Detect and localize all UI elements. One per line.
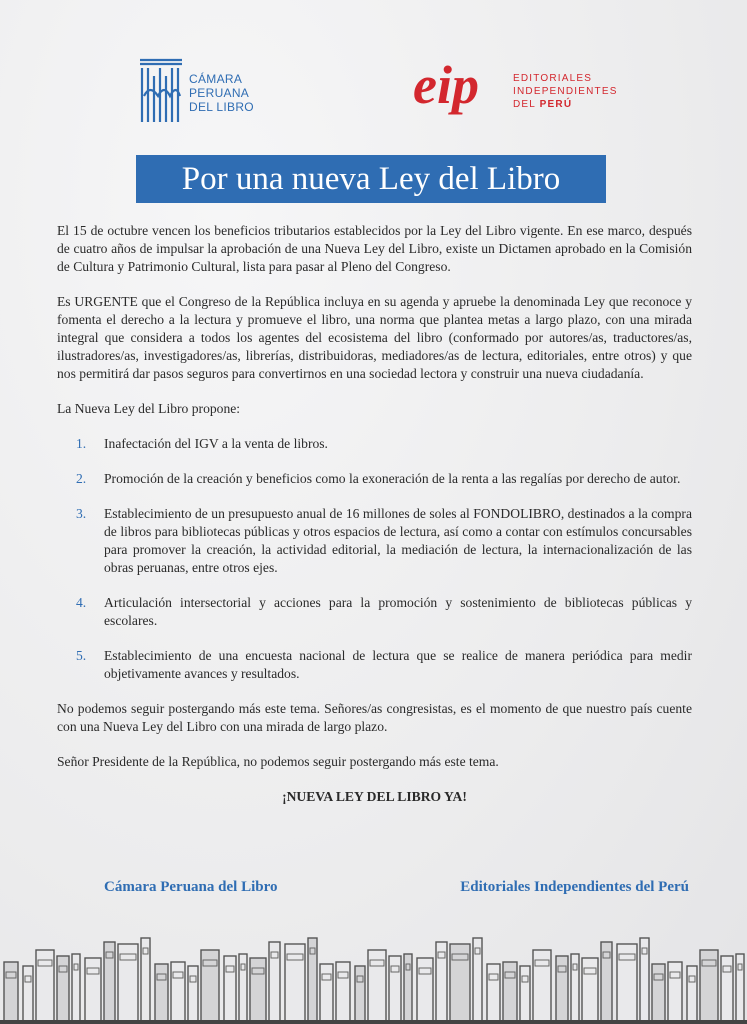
book-spine-icon <box>320 964 333 1024</box>
book-spine-icon <box>104 942 115 1024</box>
book-spine-icon <box>668 962 682 1024</box>
list-number: 5. <box>76 648 87 663</box>
book-spine-icon <box>556 956 568 1024</box>
signature-cpl: Cámara Peruana del Libro <box>104 879 278 895</box>
open-book-logo-icon <box>136 56 186 126</box>
book-spine-icon <box>404 954 412 1024</box>
book-spine-icon <box>57 956 69 1024</box>
eip-logo <box>413 50 633 130</box>
book-spine-icon <box>285 944 305 1024</box>
book-spine-icon <box>450 944 470 1024</box>
book-spine-icon <box>201 950 219 1024</box>
paragraph-3: La Nueva Ley del Libro propone: <box>57 401 241 416</box>
closing-slogan: ¡NUEVA LEY DEL LIBRO YA! <box>282 789 467 804</box>
book-spine-icon <box>368 950 386 1024</box>
list-item <box>57 647 692 683</box>
list-item <box>57 470 692 488</box>
book-spine-icon <box>269 942 280 1024</box>
eip-line-2: INDEPENDIENTES <box>513 86 618 97</box>
book-spine-icon <box>436 942 447 1024</box>
book-spine-icon <box>239 954 247 1024</box>
book-spine-icon <box>4 962 18 1024</box>
book-spine-icon <box>473 938 482 1024</box>
book-spine-icon <box>224 956 236 1024</box>
book-spine-icon <box>417 958 433 1024</box>
book-spine-icon <box>85 958 101 1024</box>
letter-body <box>57 222 692 823</box>
paragraph-2: Es URGENTE que el Congreso de la República incluya en su agenda y apruebe la denominada Ley que reconoce y fomenta el derecho a la lectura y promueve el libro, una norma que plantea metas a largo plazo, con una mirada integral que considera a todos los agentes del ecosistema del libro (conformado por autores/as, traductores/as, ilustradores/as, investigadores/as, librerías, distribuidoras, mediadores/as de lectura, editoriales, entre otros) y que nos permitirá dar pasos seguros para convertirnos en una sociedad lectora y construir una nueva ciudadanía. <box>57 294 692 381</box>
book-spine-icon <box>617 944 637 1024</box>
book-spine-icon <box>652 964 665 1024</box>
list-item <box>57 594 692 630</box>
eip-mark: eip <box>413 55 479 115</box>
shelf-base-icon <box>0 1020 747 1024</box>
proposal-list <box>57 435 692 683</box>
list-text: Establecimiento de un presupuesto anual de 16 millones de soles al FONDOLIBRO, destinados a la compra de libros para bibliotecas públicas y otros espacios de lectura, así como a contar con estímulos concursables para promover la creación, la actividad editorial, la mediación de lectura, la internacionalización de las obras peruanas, entre otros ejes. <box>104 506 692 575</box>
list-item <box>57 505 692 577</box>
book-spine-icon <box>736 954 744 1024</box>
eip-line-3 <box>513 98 618 111</box>
book-spine-icon <box>640 938 649 1024</box>
list-text: Inafectación del IGV a la venta de libros. <box>104 436 328 451</box>
book-spine-icon <box>336 962 350 1024</box>
book-spine-icon <box>118 944 138 1024</box>
paragraph-5: Señor Presidente de la República, no podemos seguir postergando más este tema. <box>57 754 499 769</box>
book-spine-icon <box>36 950 54 1024</box>
eip-line-3-bold: PERÚ <box>539 99 573 110</box>
list-number: 1. <box>76 436 87 451</box>
book-spine-icon <box>687 966 697 1024</box>
list-text: Establecimiento de una encuesta nacional de lectura que se realice de manera periódica para medir objetivamente avances y resultados. <box>104 648 692 681</box>
book-spine-icon <box>141 938 150 1024</box>
book-spine-icon <box>171 962 185 1024</box>
list-number: 3. <box>76 506 87 521</box>
book-spine-icon <box>23 966 33 1024</box>
book-spine-icon <box>571 954 579 1024</box>
camara-peruana-logo <box>136 52 266 130</box>
list-number: 4. <box>76 595 87 610</box>
book-spine-icon <box>355 966 365 1024</box>
cpl-line-2: PERUANA <box>189 86 250 100</box>
book-spine-icon <box>389 956 401 1024</box>
signature-eip: Editoriales Independientes del Perú <box>460 879 689 895</box>
page-title: Por una nueva Ley del Libro <box>136 155 606 203</box>
book-spine-icon <box>250 958 266 1024</box>
eip-line-3-prefix: DEL <box>513 99 536 110</box>
book-spine-icon <box>533 950 551 1024</box>
list-item <box>57 435 692 453</box>
list-number: 2. <box>76 471 87 486</box>
list-text: Promoción de la creación y beneficios como la exoneración de la renta a las regalías por derecho de autor. <box>104 471 681 486</box>
cpl-line-1: CÁMARA <box>189 72 243 86</box>
book-spine-icon <box>700 950 718 1024</box>
book-spine-icon <box>520 966 530 1024</box>
book-spine-icon <box>72 954 80 1024</box>
eip-line-1: EDITORIALES <box>513 73 593 84</box>
book-spine-icon <box>582 958 598 1024</box>
book-spine-icon <box>601 942 612 1024</box>
book-spine-icon <box>188 966 198 1024</box>
book-spine-icon <box>155 964 168 1024</box>
book-spine-icon <box>721 956 733 1024</box>
bookshelf-illustration-icon <box>0 928 747 1024</box>
signatures <box>104 879 689 896</box>
book-spine-icon <box>308 938 317 1024</box>
book-spine-icon <box>503 962 517 1024</box>
list-text: Articulación intersectorial y acciones para la promoción y sostenimiento de bibliotecas públicas y escolares. <box>104 595 692 628</box>
paragraph-4: No podemos seguir postergando más este tema. Señores/as congresistas, es el momento de que nuestro país cuente con una Nueva Ley del Libro con una mirada de largo plazo. <box>57 701 692 734</box>
paragraph-1: El 15 de octubre vencen los beneficios tributarios establecidos por la Ley del Libro vigente. En ese marco, después de cuatro años de impulsar la aprobación de una Nueva Ley del Libro, existe un Dictamen aprobado en la Comisión de Cultura y Patrimonio Cultural, lista para pasar al Pleno del Congreso. <box>57 223 692 274</box>
book-spine-icon <box>487 964 500 1024</box>
cpl-line-3: DEL LIBRO <box>189 100 254 114</box>
